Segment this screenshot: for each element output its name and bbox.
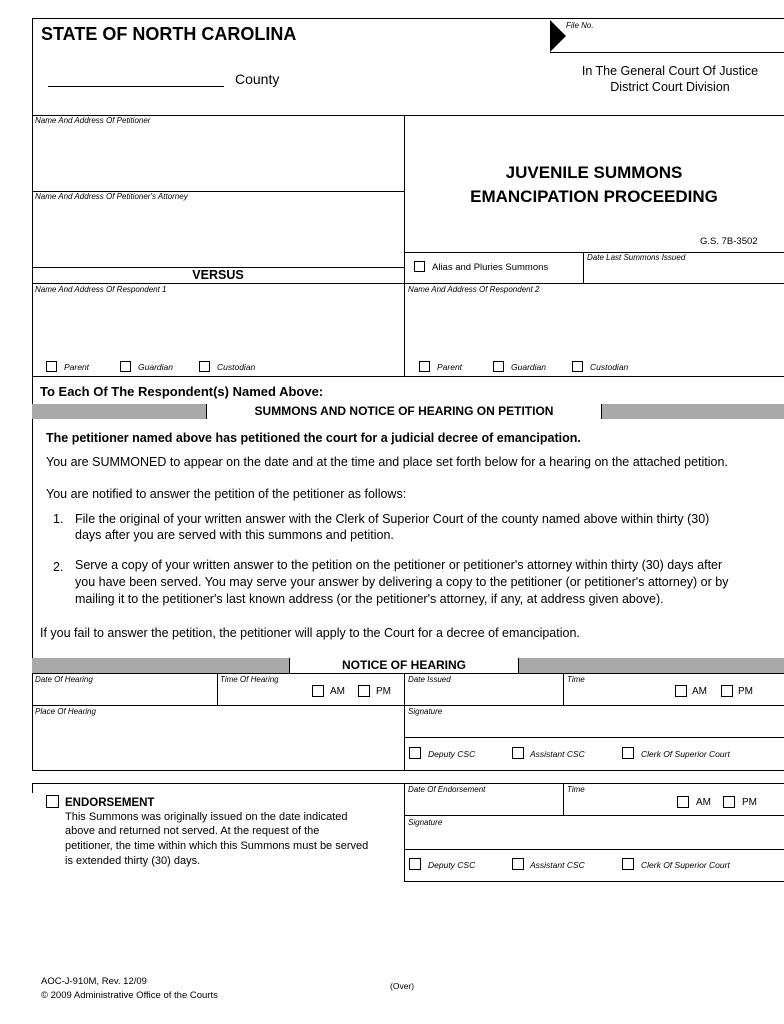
endorsement-signature-rule	[404, 849, 784, 850]
hearing-assistant-checkbox[interactable]	[512, 747, 524, 759]
copyright: © 2009 Administrative Office of the Courts	[41, 990, 218, 1001]
court-line1: In The General Court Of Justice	[581, 64, 759, 78]
endorsement-pm-label: PM	[742, 797, 757, 808]
item1-line1: File the original of your written answer with the Clerk of Superior Court of the county named above within thirty (30)	[75, 512, 710, 526]
state-title: STATE OF NORTH CAROLINA	[41, 24, 297, 44]
summons-bar-title: SUMMONS AND NOTICE OF HEARING ON PETITION	[206, 404, 602, 419]
to-respondents-heading: To Each Of The Respondent(s) Named Above:	[40, 384, 324, 399]
endorsement-clerk-label: Clerk Of Superior Court	[641, 860, 730, 870]
r2-custodian-label: Custodian	[590, 362, 629, 372]
over-note: (Over)	[390, 981, 415, 991]
hearing-pm-label: PM	[376, 686, 391, 697]
hearing-am-label: AM	[330, 686, 345, 697]
item1-line2: days after you are served with this summons and petition.	[75, 528, 394, 542]
item2-line1: Serve a copy of your written answer to the petition on the petitioner or petitioner's attorney within thirty (30) days after	[75, 558, 723, 572]
issued-pm-checkbox[interactable]	[721, 685, 733, 697]
r1-parent-checkbox[interactable]	[46, 361, 57, 372]
endorsement-assistant-label: Assistant CSC	[530, 860, 585, 870]
file-no-rule[interactable]	[550, 52, 784, 53]
endorsement-bottom-rule	[404, 881, 784, 882]
item2-number: 2.	[53, 560, 64, 574]
respondent2-label: Name And Address Of Respondent 2	[408, 285, 540, 294]
r1-parent-label: Parent	[64, 362, 90, 372]
endorsement-line1: This Summons was originally issued on the date indicated	[65, 811, 348, 823]
item2-line3: mailing it to the petitioner's last known address (or the petitioner's attorney, if any, at address given above).	[75, 592, 664, 606]
alias-divider	[583, 252, 584, 283]
hearing-mid-rule	[404, 673, 405, 771]
hearing-pm-checkbox[interactable]	[358, 685, 370, 697]
place-of-hearing-label: Place Of Hearing	[35, 707, 96, 716]
hearing-time-label: Time Of Hearing	[220, 675, 279, 684]
endorsement-pm-checkbox[interactable]	[723, 796, 735, 808]
endorsement-line4: is extended thirty (30) days.	[65, 855, 201, 867]
endorsement-am-checkbox[interactable]	[677, 796, 689, 808]
item2-line2: you have been served. You may serve your answer by delivering a copy to the petitioner (or petitioner's attorney) or by	[75, 575, 729, 589]
petitioner-attorney-label: Name And Address Of Petitioner's Attorney	[35, 192, 188, 201]
issued-am-label: AM	[692, 686, 707, 697]
endorsement-row-rule	[404, 815, 784, 816]
petitioner-label: Name And Address Of Petitioner	[35, 116, 151, 125]
r2-guardian-checkbox[interactable]	[493, 361, 504, 372]
alias-checkbox[interactable]	[414, 261, 425, 272]
fail-text: If you fail to answer the petition, the petitioner will apply to the Court for a decree of emancipation.	[40, 626, 580, 640]
hearing-bar-title: NOTICE OF HEARING	[289, 658, 519, 673]
r2-parent-label: Parent	[437, 362, 463, 372]
endorsement-time-divider	[563, 783, 564, 815]
summoned-text: You are SUMMONED to appear on the date and at the time and place set forth below for a hearing on the attached petition.	[46, 455, 728, 469]
respondent1-label: Name And Address Of Respondent 1	[35, 285, 167, 294]
endorsement-top-rule	[32, 783, 784, 784]
r1-guardian-checkbox[interactable]	[120, 361, 131, 372]
county-line[interactable]	[48, 86, 224, 87]
hearing-signature-rule	[404, 737, 784, 738]
endorsement-line3: petitioner, the time within which this Summons must be served	[65, 840, 369, 852]
hearing-deputy-checkbox[interactable]	[409, 747, 421, 759]
hearing-signature-label: Signature	[408, 707, 443, 716]
hearing-deputy-label: Deputy CSC	[428, 749, 476, 759]
petition-statement: The petitioner named above has petitioned the court for a judicial decree of emancipation.	[46, 431, 581, 445]
endorsement-signature-label: Signature	[408, 818, 443, 827]
court-line2: District Court Division	[610, 80, 730, 94]
issued-time-divider	[563, 673, 564, 705]
hearing-row-rule	[32, 705, 784, 706]
endorsement-title: ENDORSEMENT	[65, 797, 155, 809]
r2-custodian-checkbox[interactable]	[572, 361, 583, 372]
county-label: County	[235, 71, 280, 87]
statute-ref: G.S. 7B-3502	[700, 236, 758, 247]
r1-custodian-checkbox[interactable]	[199, 361, 210, 372]
endorsement-date-label: Date Of Endorsement	[408, 785, 486, 794]
hearing-bar-bottom	[32, 673, 784, 674]
r1-custodian-label: Custodian	[217, 362, 256, 372]
endorsement-am-label: AM	[696, 797, 711, 808]
item1-number: 1.	[53, 512, 64, 526]
issued-am-checkbox[interactable]	[675, 685, 687, 697]
issued-time-label: Time	[567, 675, 585, 684]
endorsement-left-tick	[32, 783, 33, 793]
hearing-date-label: Date Of Hearing	[35, 675, 93, 684]
parties-bottom-rule	[32, 376, 784, 377]
versus-label: VERSUS	[192, 268, 244, 282]
endorsement-time-label: Time	[567, 785, 585, 794]
versus-rule	[32, 283, 784, 284]
endorsement-deputy-label: Deputy CSC	[428, 860, 476, 870]
alias-label: Alias and Pluries Summons	[432, 262, 549, 273]
date-issued-label: Date Issued	[408, 675, 451, 684]
endorsement-line2: above and returned not served. At the request of the	[65, 825, 320, 837]
endorsement-deputy-checkbox[interactable]	[409, 858, 421, 870]
form-title-line2: EMANCIPATION PROCEEDING	[470, 187, 718, 206]
hearing-am-checkbox[interactable]	[312, 685, 324, 697]
hearing-clerk-checkbox[interactable]	[622, 747, 634, 759]
hearing-clerk-label: Clerk Of Superior Court	[641, 749, 730, 759]
endorsement-checkbox[interactable]	[46, 795, 59, 808]
issued-pm-label: PM	[738, 686, 753, 697]
notified-text: You are notified to answer the petition of the petitioner as follows:	[46, 487, 407, 501]
form-title-line1: JUVENILE SUMMONS	[505, 163, 683, 182]
endorsement-clerk-checkbox[interactable]	[622, 858, 634, 870]
hearing-date-divider	[217, 673, 218, 705]
top-rule	[32, 18, 784, 19]
r1-guardian-label: Guardian	[138, 362, 173, 372]
parties-mid-rule	[404, 115, 405, 376]
r2-parent-checkbox[interactable]	[419, 361, 430, 372]
endorsement-assistant-checkbox[interactable]	[512, 858, 524, 870]
date-last-summons-label: Date Last Summons Issued	[587, 253, 686, 262]
r2-guardian-label: Guardian	[511, 362, 546, 372]
endorsement-mid-rule	[404, 783, 405, 881]
hearing-bottom-rule	[32, 770, 784, 771]
form-number: AOC-J-910M, Rev. 12/09	[41, 976, 147, 987]
file-no-label: File No.	[566, 21, 594, 30]
hearing-assistant-label: Assistant CSC	[530, 749, 585, 759]
